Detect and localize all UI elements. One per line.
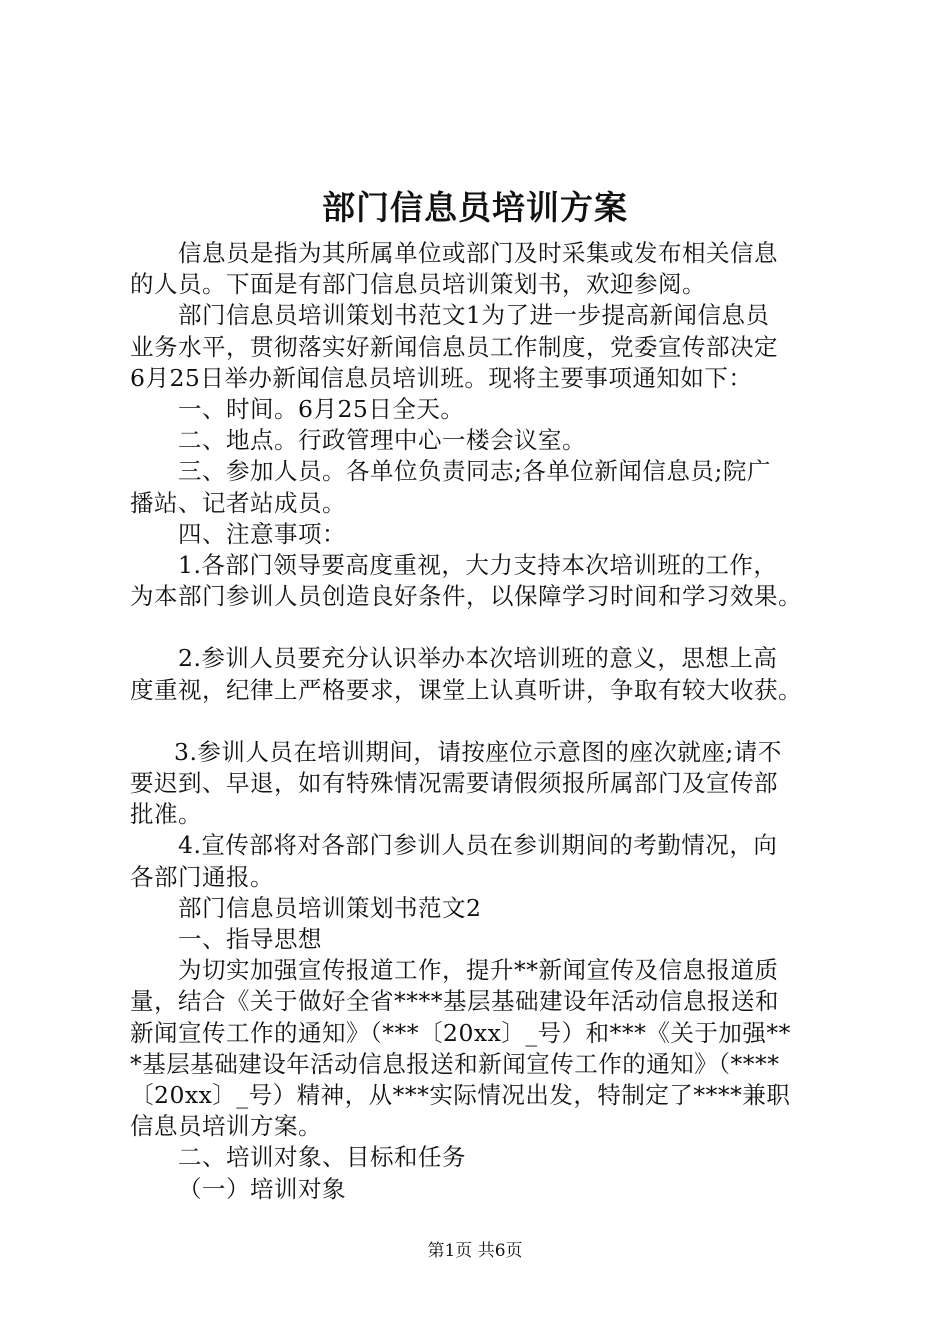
paragraph-line: 要迟到、早退，如有特殊情况需要请假须报所属部门及宣传部 xyxy=(130,769,778,798)
paragraph-line: 1.各部门领导要高度重视，大力支持本次培训班的工作， xyxy=(178,551,778,580)
paragraph-line: 播站、记者站成员。 xyxy=(130,488,346,517)
paragraph-line: 为切实加强宣传报道工作，提升**新闻宣传及信息报道质 xyxy=(178,956,779,985)
paragraph-line: 的人员。下面是有部门信息员培训策划书，欢迎参阅。 xyxy=(130,270,706,299)
paragraph-line: 度重视，纪律上严格要求，课堂上认真听讲，争取有较大收获。 xyxy=(130,675,802,704)
document-body xyxy=(130,238,830,1205)
paragraph-line: 〔20xx〕_号）精神，从***实际情况出发，特制定了****兼职 xyxy=(130,1081,791,1110)
paragraph-line: 一、指导思想 xyxy=(178,925,322,954)
paragraph-gap xyxy=(130,706,830,737)
paragraph-line: 批准。 xyxy=(130,800,202,829)
page-footer: 第1页 共6页 xyxy=(427,1241,523,1261)
document-title: 部门信息员培训方案 xyxy=(322,188,628,227)
paragraph-line: （一）培训对象 xyxy=(178,1174,346,1203)
paragraph-line: 二、地点。行政管理中心一楼会议室。 xyxy=(178,426,586,455)
paragraph-line: 信息员是指为其所属单位或部门及时采集或发布相关信息 xyxy=(178,239,778,267)
paragraph-line: 业务水平，贯彻落实好新闻信息员工作制度，党委宣传部决定 xyxy=(130,332,778,361)
paragraph-line: 为本部门参训人员创造良好条件，以保障学习时间和学习效果。 xyxy=(130,582,802,611)
paragraph-line: 四、注意事项： xyxy=(178,519,346,548)
paragraph-line: *基层基础建设年活动信息报送和新闻宣传工作的通知》（**** xyxy=(130,1049,780,1078)
paragraph-line: 部门信息员培训策划书范文2 xyxy=(178,893,482,922)
paragraph-line: 各部门通报。 xyxy=(130,862,274,891)
paragraph-line: 一、时间。6月25日全天。 xyxy=(178,395,465,424)
paragraph-line: 4.宣传部将对各部门参训人员在参训期间的考勤情况，向 xyxy=(178,831,778,860)
paragraph-line: 信息员培训方案。 xyxy=(130,1112,322,1141)
paragraph-line: 部门信息员培训策划书范文1为了进一步提高新闻信息员 xyxy=(178,301,770,330)
paragraph-line: 三、参加人员。各单位负责同志;各单位新闻信息员;院广 xyxy=(178,457,771,486)
paragraph-line: 3.参训人员在培训期间，请按座位示意图的座次就座;请不 xyxy=(174,737,782,766)
paragraph-line: 新闻宣传工作的通知》（***〔20xx〕_号）和***《关于加强** xyxy=(130,1018,791,1047)
paragraph-line: 量，结合《关于做好全省****基层基础建设年活动信息报送和 xyxy=(130,987,779,1016)
paragraph-line: 二、培训对象、目标和任务 xyxy=(178,1143,466,1172)
paragraph-line: 6月25日举办新闻信息员培训班。现将主要事项通知如下： xyxy=(130,363,753,392)
paragraph-gap xyxy=(130,612,830,643)
paragraph-line: 2.参训人员要充分认识举办本次培训班的意义，思想上高 xyxy=(178,644,778,673)
